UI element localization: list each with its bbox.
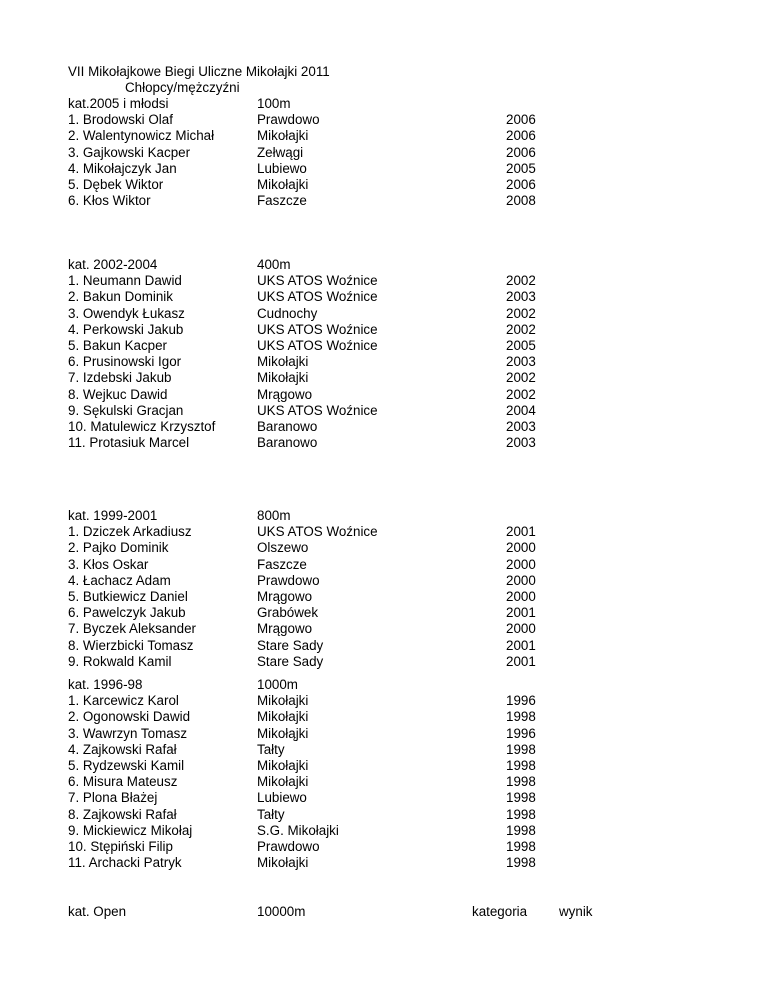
result-club: S.G. Mikołajki	[257, 823, 339, 838]
result-club: Mikołajki	[257, 855, 309, 870]
result-name: 3. Kłos Oskar	[68, 557, 149, 572]
result-club: Prawdowo	[257, 839, 320, 854]
result-name: 3. Owendyk Łukasz	[68, 306, 185, 321]
result-name: 1. Brodowski Olaf	[68, 112, 173, 127]
result-name: 7. Byczek Aleksander	[68, 621, 197, 636]
result-club: Mikołajki	[257, 758, 309, 773]
result-year: 2003	[506, 354, 536, 369]
result-name: 4. Łachacz Adam	[68, 573, 171, 588]
result-club: Faszcze	[257, 193, 307, 208]
result-name: 1. Karcewicz Karol	[68, 693, 179, 708]
result-club: UKS ATOS Woźnice	[257, 338, 378, 353]
result-year: 2004	[506, 403, 536, 418]
result-year: 2001	[506, 605, 536, 620]
result-name: 5. Rydzewski Kamil	[68, 758, 185, 773]
result-club: Stare Sady	[257, 638, 324, 653]
result-year: 2001	[506, 524, 536, 539]
result-name: 9. Rokwald Kamil	[68, 654, 172, 669]
result-club: Lubiewo	[257, 790, 307, 805]
result-year: 2005	[506, 338, 536, 353]
result-name: 11. Archacki Patryk	[68, 855, 182, 870]
result-year: 2002	[506, 387, 536, 402]
result-name: 4. Perkowski Jakub	[68, 322, 184, 337]
result-year: 1998	[506, 790, 536, 805]
result-club: Mikołajki	[257, 709, 309, 724]
result-name: 6. Misura Mateusz	[68, 774, 178, 789]
result-club: Mrągowo	[257, 387, 313, 402]
result-name: 7. Izdebski Jakub	[68, 370, 172, 385]
result-year: 1998	[506, 823, 536, 838]
result-name: 6. Prusinowski Igor	[68, 354, 182, 369]
result-name: 10. Matulewicz Krzysztof	[68, 419, 216, 434]
result-year: 2000	[506, 540, 536, 555]
document-title: VII Mikołajkowe Biegi Uliczne Mikołajki 2011	[68, 64, 330, 79]
result-club: Mikołajki	[257, 370, 309, 385]
result-club: Baranowo	[257, 435, 318, 450]
distance-label: 400m	[257, 257, 291, 272]
result-name: 5. Butkiewicz Daniel	[68, 589, 188, 604]
result-year: 1998	[506, 839, 536, 854]
open-column-result: wynik	[559, 904, 593, 919]
result-year: 2006	[506, 112, 536, 127]
result-year: 1996	[506, 693, 536, 708]
result-club: Mikołajki	[257, 693, 309, 708]
distance-label: 1000m	[257, 677, 298, 692]
result-name: 11. Protasiuk Marcel	[68, 435, 190, 450]
result-year: 2003	[506, 419, 536, 434]
result-club: Mikołajki	[257, 774, 309, 789]
result-club: Cudnochy	[257, 306, 318, 321]
result-year: 2006	[506, 177, 536, 192]
result-club: Mikołajki	[257, 354, 309, 369]
open-column-category: kategoria	[472, 904, 528, 919]
category-label: kat. 1999-2001	[68, 508, 158, 523]
result-club: Mikołajki	[257, 177, 309, 192]
result-year: 2002	[506, 322, 536, 337]
result-year: 1998	[506, 855, 536, 870]
result-name: 2. Bakun Dominik	[68, 289, 173, 304]
result-club: Tałty	[257, 807, 285, 822]
open-category-label: kat. Open	[68, 904, 127, 919]
result-year: 2003	[506, 435, 536, 450]
result-year: 2006	[506, 145, 536, 160]
result-year: 2002	[506, 370, 536, 385]
result-name: 3. Wawrzyn Tomasz	[68, 726, 188, 741]
category-label: kat. 2002-2004	[68, 257, 158, 272]
result-year: 1998	[506, 709, 536, 724]
result-club: Lubiewo	[257, 161, 307, 176]
distance-label: 100m	[257, 96, 291, 111]
distance-label: 800m	[257, 508, 291, 523]
result-year: 2001	[506, 654, 536, 669]
result-name: 6. Pawelczyk Jakub	[68, 605, 186, 620]
result-name: 9. Mickiewicz Mikołaj	[68, 823, 193, 838]
result-name: 7. Plona Błażej	[68, 790, 158, 805]
result-year: 2000	[506, 557, 536, 572]
result-name: 2. Pajko Dominik	[68, 540, 169, 555]
result-name: 8. Zajkowski Rafał	[68, 807, 177, 822]
result-name: 1. Neumann Dawid	[68, 273, 182, 288]
result-year: 1998	[506, 742, 536, 757]
result-name: 2. Ogonowski Dawid	[68, 709, 191, 724]
result-club: UKS ATOS Woźnice	[257, 273, 378, 288]
result-club: Faszcze	[257, 557, 307, 572]
result-name: 8. Wierzbicki Tomasz	[68, 638, 194, 653]
result-year: 2000	[506, 621, 536, 636]
result-club: Grabówek	[257, 605, 319, 620]
result-club: Tałty	[257, 742, 285, 757]
result-name: 3. Gajkowski Kacper	[68, 145, 191, 160]
open-distance: 10000m	[257, 904, 306, 919]
result-club: UKS ATOS Woźnice	[257, 322, 378, 337]
result-name: 1. Dziczek Arkadiusz	[68, 524, 192, 539]
result-year: 2002	[506, 306, 536, 321]
result-year: 1998	[506, 774, 536, 789]
result-year: 2000	[506, 573, 536, 588]
result-year: 1996	[506, 726, 536, 741]
result-year: 2008	[506, 193, 536, 208]
result-club: Mikołajki	[257, 128, 309, 143]
result-year: 1998	[506, 758, 536, 773]
result-year: 1998	[506, 807, 536, 822]
result-year: 2005	[506, 161, 536, 176]
result-name: 4. Mikołajczyk Jan	[68, 161, 177, 176]
result-name: 4. Zajkowski Rafał	[68, 742, 177, 757]
result-club: Mrągowo	[257, 589, 313, 604]
result-year: 2003	[506, 289, 536, 304]
document-subtitle: Chłopcy/mężczyźni	[125, 80, 240, 95]
result-club: Stare Sady	[257, 654, 324, 669]
result-club: Prawdowo	[257, 573, 320, 588]
result-name: 2. Walentynowicz Michał	[68, 128, 215, 143]
result-name: 9. Sękulski Gracjan	[68, 403, 184, 418]
result-name: 10. Stępiński Filip	[68, 839, 173, 854]
result-club: Mrągowo	[257, 621, 313, 636]
category-label: kat.2005 i młodsi	[68, 96, 169, 111]
result-club: Baranowo	[257, 419, 318, 434]
result-year: 2006	[506, 128, 536, 143]
result-year: 2000	[506, 589, 536, 604]
result-club: Zełwągi	[257, 145, 304, 160]
result-year: 2002	[506, 273, 536, 288]
result-club: UKS ATOS Woźnice	[257, 403, 378, 418]
result-club: UKS ATOS Woźnice	[257, 289, 378, 304]
result-name: 5. Dębek Wiktor	[68, 177, 164, 192]
result-year: 2001	[506, 638, 536, 653]
category-label: kat. 1996-98	[68, 677, 143, 692]
result-club: UKS ATOS Woźnice	[257, 524, 378, 539]
result-club: Prawdowo	[257, 112, 320, 127]
result-name: 5. Bakun Kacper	[68, 338, 168, 353]
result-club: Mikołąjki	[257, 726, 309, 741]
result-club: Olszewo	[257, 540, 309, 555]
result-name: 8. Wejkuc Dawid	[68, 387, 168, 402]
result-name: 6. Kłos Wiktor	[68, 193, 151, 208]
